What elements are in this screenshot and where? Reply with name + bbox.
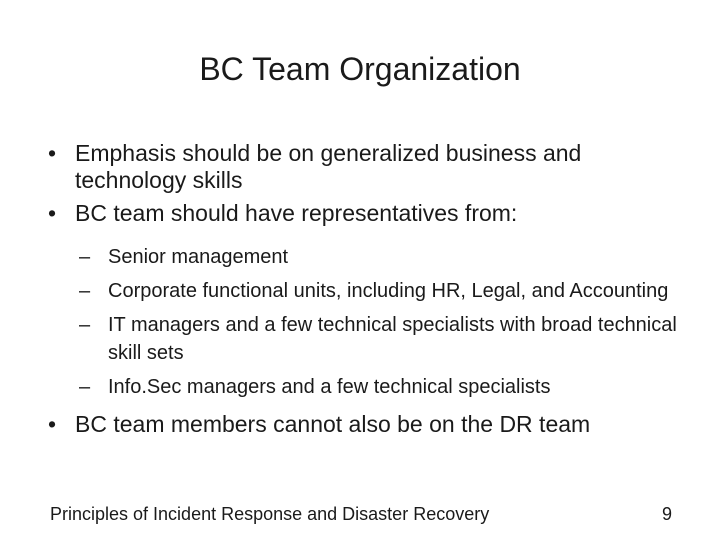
bullet-marker: • <box>48 200 57 226</box>
bullet-marker: • <box>48 411 57 437</box>
sub-bullet-text: Corporate functional units, including HR, Legal, and Accounting <box>108 280 669 302</box>
bullet-marker: • <box>48 140 57 166</box>
sub-bullet-text: Info.Sec managers and a few technical specialists <box>108 376 551 398</box>
sub-bullet-text: IT managers and a few technical specialists with broad technical skill sets <box>108 314 677 364</box>
slide-title: BC Team Organization <box>199 51 521 87</box>
bullet-text: BC team should have representatives from: <box>75 200 518 226</box>
sub-bullet-marker: – <box>79 246 91 268</box>
sub-bullet-text: Senior management <box>108 246 289 268</box>
sub-bullet-item <box>73 311 678 367</box>
sub-bullet-marker: – <box>79 280 91 302</box>
bullet-text: Emphasis should be on generalized business and technology skills <box>75 140 582 193</box>
sub-bullet-list <box>48 243 678 401</box>
bullet-item <box>48 411 678 438</box>
bullet-text: BC team members cannot also be on the DR team <box>75 411 591 437</box>
sub-bullet-item <box>73 277 678 305</box>
bullet-item <box>48 200 678 227</box>
page-number: 9 <box>661 504 672 524</box>
slide-body <box>48 140 678 444</box>
sub-bullet-marker: – <box>79 314 91 336</box>
sub-bullet-marker: – <box>79 376 91 398</box>
sub-bullet-item <box>73 243 678 271</box>
sub-bullet-item <box>73 373 678 401</box>
slide-footer: Principles of Incident Response and Disaster Recovery <box>50 504 490 524</box>
bullet-item <box>48 140 678 194</box>
